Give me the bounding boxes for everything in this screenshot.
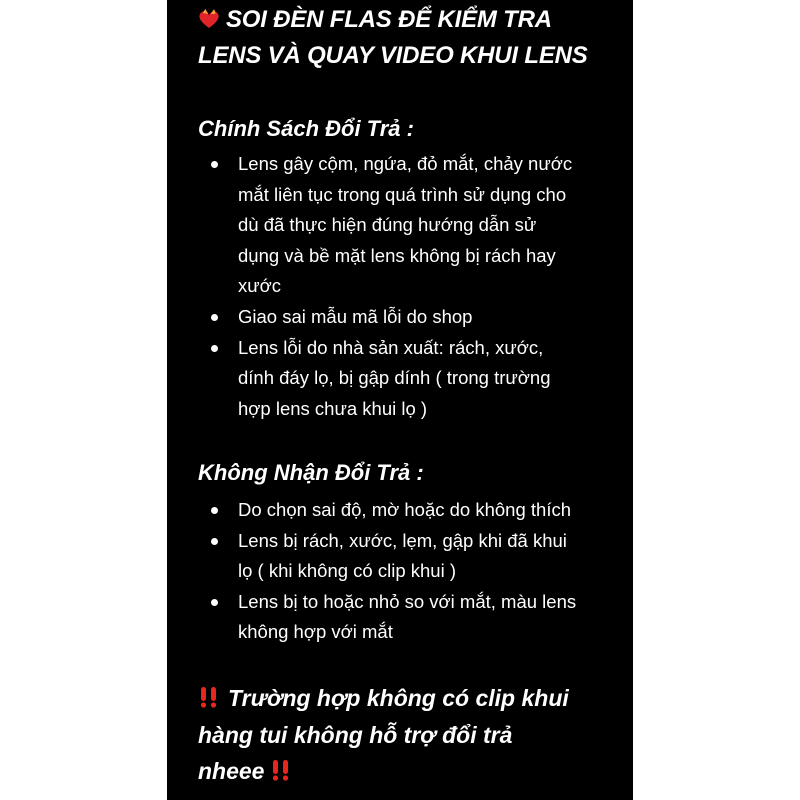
story-screen <box>167 0 633 800</box>
bullet-dot <box>211 314 218 321</box>
list-item <box>211 526 621 587</box>
footer-line-3 <box>198 753 618 790</box>
policy-title: Chính Sách Đổi Trả : <box>198 116 414 141</box>
footer-line-2: hàng tui không hỗ trợ đổi trả <box>198 721 513 748</box>
list-item-line: Lens lỗi do nhà sản xuất: rách, xước, <box>238 336 544 358</box>
header-line-2: LENS VÀ QUAY VIDEO KHUI LENS <box>198 42 588 69</box>
list-item-line: Lens bị to hoặc nhỏ so với mắt, màu lens <box>238 590 577 612</box>
footer-line-1 <box>198 680 618 717</box>
list-item <box>211 333 621 425</box>
list-item <box>211 302 621 333</box>
bullet-dot <box>211 161 218 168</box>
no-return-title: Không Nhận Đổi Trả : <box>198 460 424 485</box>
list-item-line: dù đã thực hiện đúng hướng dẫn sử <box>238 214 537 236</box>
list-item-line: dụng và bề mặt lens không bị rách hay <box>238 244 556 266</box>
list-item-line: mắt liên tục trong quá trình sử dụng cho <box>238 183 567 205</box>
bullet-dot <box>211 538 218 545</box>
heart-on-fire-icon <box>198 4 220 24</box>
header-line-1-text: SOI ĐÈN FLAS ĐỂ KIỂM TRA <box>226 6 552 33</box>
no-return-list <box>211 495 621 648</box>
list-item-line: hợp lens chưa khui lọ ) <box>238 397 428 419</box>
bullet-dot <box>211 345 218 352</box>
footer-line-1-text: Trường hợp không có clip khui <box>228 685 569 711</box>
list-item <box>211 149 621 302</box>
header-text <box>198 2 628 74</box>
list-item-line: Lens gây cộm, ngứa, đỏ mắt, chảy nước <box>238 153 573 174</box>
list-item-line: Giao sai mẫu mã lỗi do shop <box>238 305 473 327</box>
list-item-line: dính đáy lọ, bị gập dính ( trong trường <box>238 367 551 389</box>
footer-notice <box>198 680 618 790</box>
footer-line-3-text: nheee <box>198 758 265 784</box>
list-item-line: Lens bị rách, xước, lẹm, gập khi đã khui <box>238 529 567 551</box>
list-item-line: không hợp với mắt <box>238 621 393 643</box>
list-item-line: Do chọn sai độ, mờ hoặc do không thích <box>238 499 571 520</box>
policy-list <box>211 149 621 424</box>
double-exclamation-icon <box>198 682 220 704</box>
bullet-dot <box>211 599 218 606</box>
list-item <box>211 495 621 526</box>
list-item-line: lọ ( khi không có clip khui ) <box>238 560 456 582</box>
bullet-dot <box>211 507 218 514</box>
list-item-line: xước <box>238 275 282 297</box>
double-exclamation-icon <box>270 755 292 777</box>
list-item <box>211 587 621 648</box>
header-line-1 <box>198 2 628 38</box>
